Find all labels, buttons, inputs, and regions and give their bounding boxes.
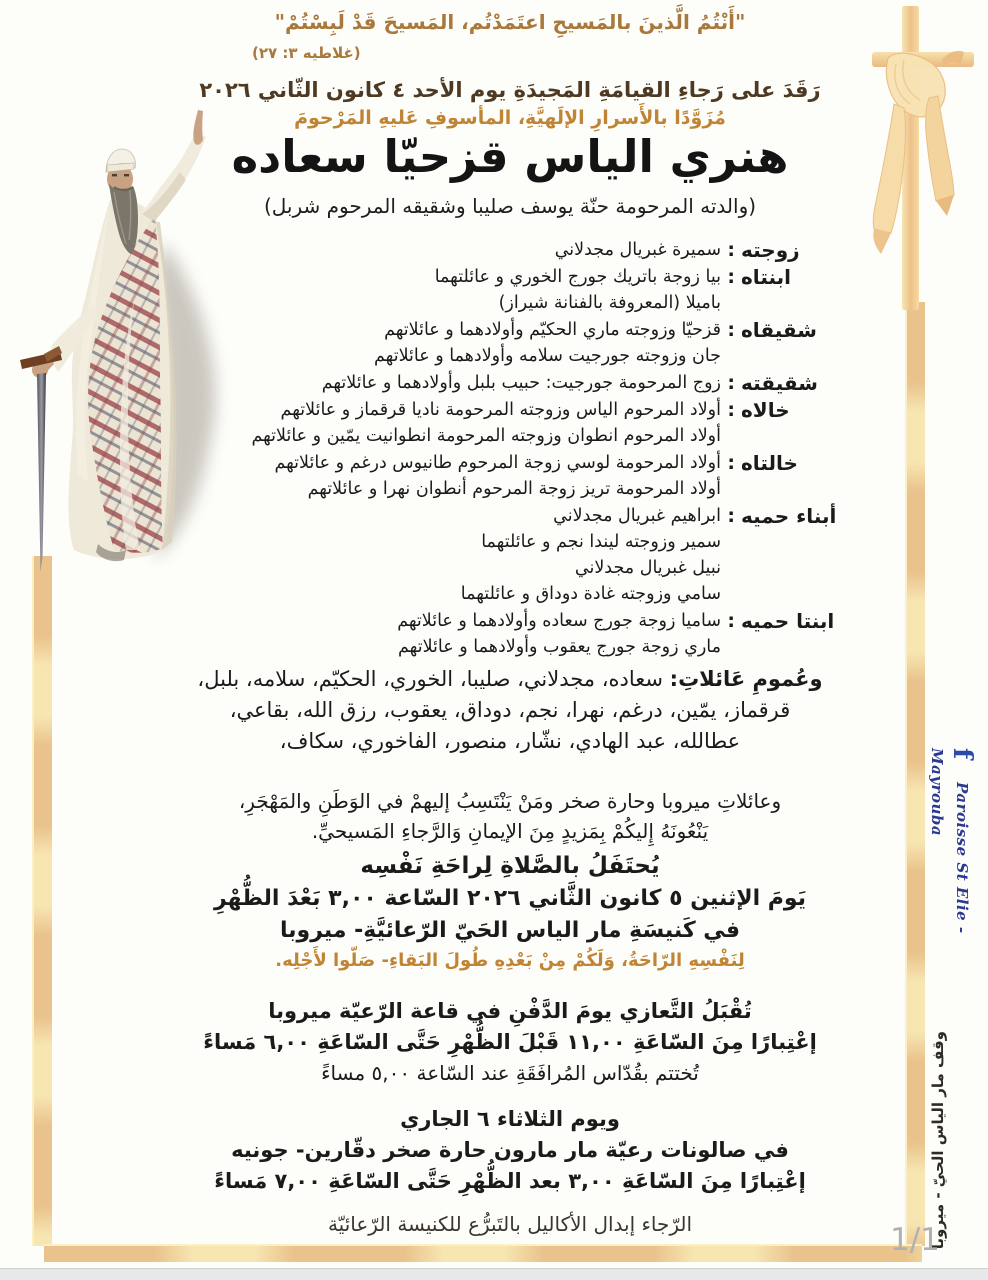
families-intro: وعُمومِ عَائلاتِ: [669,667,823,691]
parish-waqf-label: وقف مار الياس الحيّ - ميروبا [929,1031,947,1250]
relative-row-sister [160,370,860,396]
relative-line: أولاد المرحوم الياس وزوجته المرحومة ناديا قرقماز و عائلاتهم [280,400,721,420]
sacraments-line: مُزَوَّدًا بالأَسرارِ الإلَهيَّةِ، المأسوفِ عَليهِ المَرْحومَ [294,107,726,129]
families-line: قرقماز، يمّين، درغم، نهرا، نجم، دوداق، يعقوب، رزق الله، بقاعي، [229,698,791,722]
page-indicator: 1/1 [890,1222,940,1258]
families-line: عطالله، عبد الهادي، نشّار، منصور، الفاخوري، سكاف، [279,729,741,753]
condolences-section [150,996,870,1089]
relative-row-brothers-in-law [160,503,860,607]
funeral-date-line: يَومَ الإثنين ٥ كانون الثَّاني ٢٠٢٦ السّاعة ٣,٠٠ بَعْدَ الظُّهْرِ [214,886,806,911]
relative-line: بيا زوجة باتريك جورج الخوري و عائلتهما [434,267,721,287]
facebook-page-name: Paroisse St Elie - Mayrouba [928,748,971,934]
relative-row-daughters [160,264,860,316]
relative-label: خالتاه [741,451,798,475]
colon-separator: : [727,505,735,527]
relative-line: زوج المرحومة جورجيت: حبيب بلبل وأولادهما و عائلاتهم [321,373,721,393]
funeral-prayer-note: لِنَفْسِهِ الرّاحَةُ، وَلَكُمْ مِنْ بَعْدِهِ طُولَ البَقاءِ- صَلّوا لأَجْلِه. [275,950,745,971]
mourning-paragraph [150,786,870,846]
bottom-border-stripe [44,1244,922,1262]
relative-line: سمير وزوجته ليندا نجم و عائلتهما [481,532,721,552]
families-line [150,664,870,695]
relative-label: ابنتا حميه [741,609,835,633]
funeral-heading: يُحتَفَلُ بالصَّلاةِ لِراحَةِ نَفْسِه [360,853,660,879]
relative-label: زوجته [741,238,800,262]
facebook-page-reference [928,748,977,1008]
colon-separator: : [727,239,735,261]
relative-label: شقيقاه [741,318,817,342]
relative-line: ابراهيم غبريال مجدلاني [553,506,721,526]
photo-edge-strip [0,1268,988,1280]
relative-label: شقيقته [741,371,818,395]
relative-row-aunts [160,450,860,502]
relative-label: أبناء حميه [741,504,837,528]
death-date-line: رَقَدَ على رَجاءِ القيامَةِ المَجيدَةِ يوم الأحد ٤ كانون الثّاني ٢٠٢٦ [199,78,821,102]
families-names: سعاده، مجدلاني، صليبا، الخوري، الحكيّم، سلامه، بلبل، [197,667,670,691]
mourning-line: وعائلاتِ ميروبا وحارة صخر ومَنْ يَنْتَسِبُ إليهمْ في الوَطَنِ والمَهْجَرِ، [238,789,782,813]
condolences-hours-line: إعْتِبارًا مِنَ السّاعَةِ ١١,٠٠ قَبْلَ الظُّهْرِ حَتَّى السّاعَةِ ٦,٠٠ مَساءً [203,1030,817,1054]
parents-note: (والدته المرحومة حنّة يوسف صليبا وشقيقه المرحوم شربل) [263,194,757,218]
relative-line: جان وزوجته جورجيت سلامه وأولادهما و عائلاتهم [373,346,721,366]
scripture-quote: "أَنْتُمُ الَّذينَ بالمَسيحِ اعتَمَدْتُم، المَسيحَ قَدْ لَبِسْتُمْ" [274,10,746,34]
colon-separator: : [727,399,735,421]
scripture-reference: (غلاطيه ٣: ٢٧) [252,44,361,62]
colon-separator: : [727,452,735,474]
relative-line: ماري زوجة جورج يعقوب وأولادهما و عائلاتهم [398,637,721,657]
relative-row-wife [160,237,860,263]
colon-separator: : [727,319,735,341]
relative-line: سامي وزوجته غادة دوداق و عائلتهما [460,584,721,604]
condolences-place-line: تُقْبَلُ التَّعازي يومَ الدَّفْنِ في قاعة الرّعيّة ميروبا [268,999,752,1023]
relative-line: ساميا زوجة جورج سعاده وأولادهما و عائلاتهم [397,611,721,631]
relative-line: باميلا (المعروفة بالفنانة شيراز) [498,293,721,313]
colon-separator: : [727,266,735,288]
relative-label: خالاه [741,398,790,422]
relative-line: قزحيّا وزوجته ماري الحكيّم وأولادهما و عائلاتهم [384,320,721,340]
funeral-section [150,850,870,975]
relative-line: أولاد المرحومة لوسي زوجة المرحوم طانيوس درغم و عائلاتهم [274,453,721,473]
wreaths-donation-note: الرّجاء إبدال الأكاليل بالتَبرُّع للكنيسة الرّعائيّة [327,1212,693,1236]
families-paragraph [150,664,870,757]
funeral-church-line: في كَنيسَةِ مار الياس الحَيّ الرّعائيَّةِ- ميروبا [280,918,740,943]
relative-line: نبيل غبريال مجدلاني [574,558,721,578]
relative-row-sisters-in-law [160,608,860,660]
condolences-mass-line: تُختتم بقُدّاس المُرافَقَةِ عند السّاعة ٥,٠٠ مساءً [321,1061,699,1085]
second-day-date-line: ويوم الثلاثاء ٦ الجاري [400,1107,620,1131]
second-day-place-line: في صالونات رعيّة مار مارون حارة صخر دقّارين- جونيه [231,1138,789,1162]
relative-line: سميرة غبريال مجدلاني [554,240,721,260]
colon-separator: : [727,372,735,394]
facebook-icon: f [947,748,977,760]
relative-row-uncles [160,397,860,449]
relative-line: أولاد المرحومة تريز زوجة المرحوم أنطوان نهرا و عائلاتهم [307,479,721,499]
colon-separator: : [727,610,735,632]
left-border-stripe [32,556,52,1246]
relatives-list [160,237,860,661]
second-day-hours-line: إعْتِبارًا مِنَ السّاعَةِ ٣,٠٠ بعد الظُّهْرِ حَتَّى السّاعَةِ ٧,٠٠ مَساءً [214,1169,806,1193]
relative-label: ابنتاه [741,265,792,289]
deceased-name: هنري الياس قزحيّا سعاده [231,130,789,183]
right-border-stripe [905,302,925,1246]
mourning-line: يَنْعُونَهُ إِليكُمْ بِمَزيدٍ مِنَ الإيمانِ وَالرَّجاءِ المَسيحيِّ. [311,819,709,843]
cross-with-shroud-icon [850,0,988,310]
relative-row-brothers [160,317,860,369]
second-day-section [150,1104,870,1197]
relative-line: أولاد المرحوم انطوان وزوجته المرحومة انطوانيت يمّين و عائلاتهم [251,426,721,446]
